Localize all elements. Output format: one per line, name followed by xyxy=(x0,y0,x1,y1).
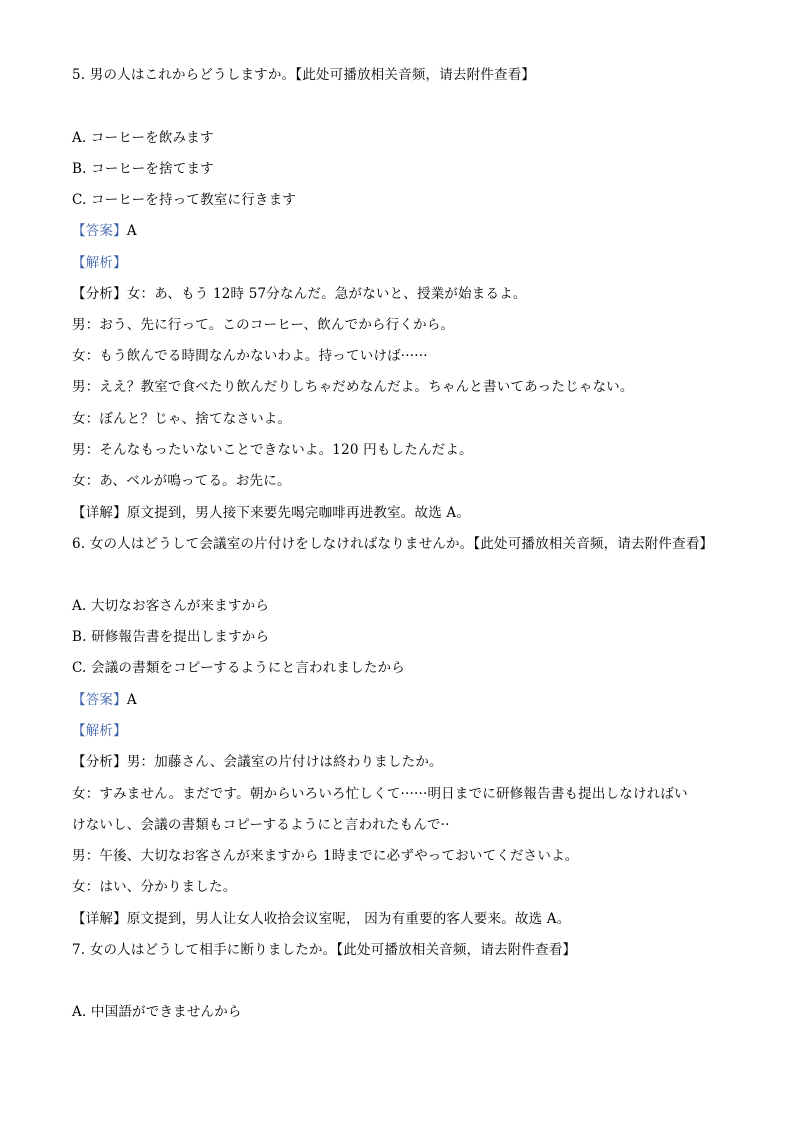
q5-dialogue-line-1 xyxy=(72,285,527,303)
q6-fenxi-tag: 【分析】 xyxy=(72,754,127,770)
q5-dialogue-line-7: 女：あ、ベルが鳴ってる。お先に。 xyxy=(72,473,291,489)
q6-dialogue-text-1: 男：加藤さん、会議室の片付けは終わりましたか。 xyxy=(126,754,443,770)
q5-answer-tag: 【答案】 xyxy=(72,223,127,239)
q5-fenxi-tag: 【分析】 xyxy=(72,286,127,302)
q5-answer xyxy=(72,222,137,240)
q6-answer-value: A xyxy=(126,692,137,708)
q6-answer-tag: 【答案】 xyxy=(72,692,127,708)
q6-detail xyxy=(72,910,570,928)
q5-detail xyxy=(72,504,470,522)
q5-option-b: B. コーヒーを捨てます xyxy=(72,161,214,177)
q6-dialogue-line-4: 男：午後、大切なお客さんが来ますから 1時までに必ずやっておいてくださいよ。 xyxy=(72,848,579,864)
q5-option-a: A. コーヒーを飲みます xyxy=(72,130,214,146)
q6-dialogue-line-1 xyxy=(72,753,443,771)
q5-dialogue-line-4: 男：ええ？教室で食べたり飲んだりしちゃだめなんだよ。ちゃんと書いてあったじゃない。 xyxy=(72,379,634,395)
q6-option-c: C. 会議の書類をコピーするようにと言われましたから xyxy=(72,660,405,676)
q5-dialogue-line-6: 男：そんなもったいないことできないよ。120 円もしたんだよ。 xyxy=(72,442,473,458)
question-7: 7. 女の人はどうして相手に断りましたか。【此处可播放相关音频，请去附件查看】 xyxy=(72,942,577,958)
q6-detail-text: 原文提到，男人让女人收拾会议室呢， 因为有重要的客人要来。故选 A。 xyxy=(126,911,571,927)
q6-option-b: B. 研修報告書を提出しますから xyxy=(72,629,270,645)
q6-dialogue-line-2: 女：すみません。まだです。朝からいろいろ忙しくて······明日までに研修報告書も提出しなければい xyxy=(72,786,688,802)
question-6: 6. 女の人はどうして会議室の片付けをしなければなりませんか。【此处可播放相关音频，请去附件查看】 xyxy=(72,536,714,552)
q5-dialogue-line-2: 男：おう、先に行って。このコーヒー、飲んでから行くから。 xyxy=(72,317,455,333)
q6-detail-tag: 【详解】 xyxy=(72,911,127,927)
q5-detail-tag: 【详解】 xyxy=(72,505,127,521)
q5-option-c: C. コーヒーを持って教室に行きます xyxy=(72,192,296,208)
q5-answer-value: A xyxy=(126,223,137,239)
q6-dialogue-line-5: 女：はい、分かりました。 xyxy=(72,879,237,895)
q5-dialogue-line-3: 女：もう飲んでる時間なんかないわよ。持っていけば······ xyxy=(72,348,428,364)
q5-dialogue-text-1: 女：あ、もう 12時 57分なんだ。急がないと、授業が始まるよ。 xyxy=(126,286,527,302)
q6-answer xyxy=(72,691,137,709)
question-5: 5. 男の人はこれからどうしますか。【此处可播放相关音频，请去附件查看】 xyxy=(72,67,536,83)
q5-analysis-tag: 【解析】 xyxy=(72,255,127,271)
q5-detail-text: 原文提到，男人接下来要先喝完咖啡再进教室。故选 A。 xyxy=(126,505,471,521)
q6-option-a: A. 大切なお客さんが来ますから xyxy=(72,598,270,614)
q5-dialogue-line-5: 女：ぼんと？じゃ、捨てなさいよ。 xyxy=(72,411,292,427)
q7-option-a: A. 中国語ができませんから xyxy=(72,1004,242,1020)
q6-dialogue-line-3: けないし、会議の書類もコピーするようにと言われたもんで·· xyxy=(72,817,450,833)
q6-analysis-tag: 【解析】 xyxy=(72,723,127,739)
